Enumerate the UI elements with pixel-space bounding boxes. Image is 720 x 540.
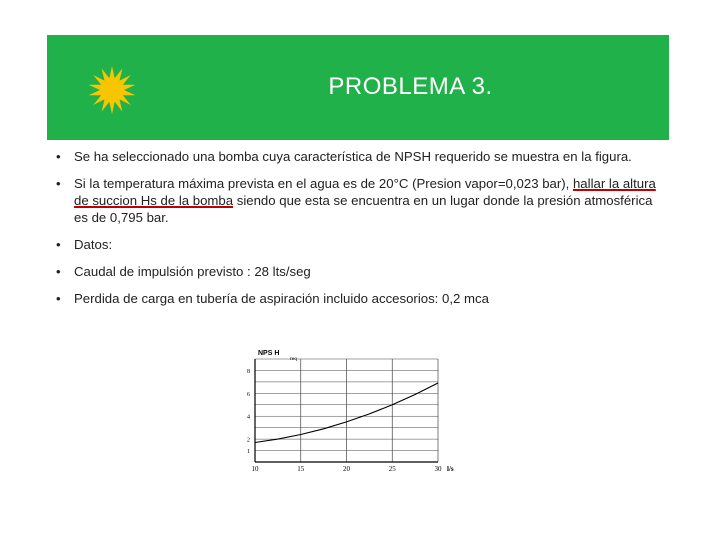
bullet-text: Se ha seleccionado una bomba cuya característica de NPSH requerido se muestra en la figura. [74, 149, 632, 164]
npsh-chart [238, 345, 468, 475]
x-tick-label: 15 [297, 465, 305, 473]
bullet-marker: • [56, 237, 61, 252]
y-axis-label: NPS H [258, 350, 280, 357]
x-tick-label: 10 [251, 465, 259, 473]
bullet-text-underlined: hallar la altura de succion Hs de la bomba [74, 176, 656, 208]
y-tick-label: 2 [247, 437, 250, 444]
bullet-text: Datos: [74, 237, 113, 252]
y-tick-label: 8 [247, 368, 250, 375]
bullet-datos [56, 236, 656, 253]
bullet-marker: • [56, 176, 61, 191]
bullet-list [56, 148, 656, 307]
bullet-marker: • [56, 291, 61, 306]
bullet-text: Caudal de impulsión previsto : 28 lts/seg [74, 264, 311, 279]
bullet-perdida [56, 290, 656, 307]
bullet-text: Perdida de carga en tubería de aspiración incluido accesorios: 0,2 mca [74, 291, 489, 306]
x-axis-label: l/s [447, 465, 454, 473]
y-axis-label-sub: req [290, 356, 298, 362]
bullet-text-pre: Si la temperatura máxima prevista en el agua es de 20°C (Presion vapor=0,023 bar), [74, 176, 573, 191]
y-tick-label: 1 [247, 449, 250, 456]
x-tick-label: 20 [343, 465, 350, 473]
bullet-temperature [56, 175, 656, 226]
x-tick-label: 30 [434, 465, 442, 473]
bullet-marker: • [56, 149, 61, 164]
title-banner [47, 35, 669, 140]
x-tick-label: 25 [388, 465, 396, 473]
slide-title: PROBLEMA 3. [328, 73, 493, 100]
bullet-pump-selection [56, 148, 656, 165]
bullet-caudal [56, 263, 656, 280]
y-tick-label: 6 [247, 391, 250, 398]
y-tick-label: 4 [247, 414, 250, 421]
bullet-marker: • [56, 264, 61, 279]
bullet-text-post: siendo que esta se encuentra en un lugar donde la presión atmosférica es de 0,795 bar. [74, 193, 653, 225]
